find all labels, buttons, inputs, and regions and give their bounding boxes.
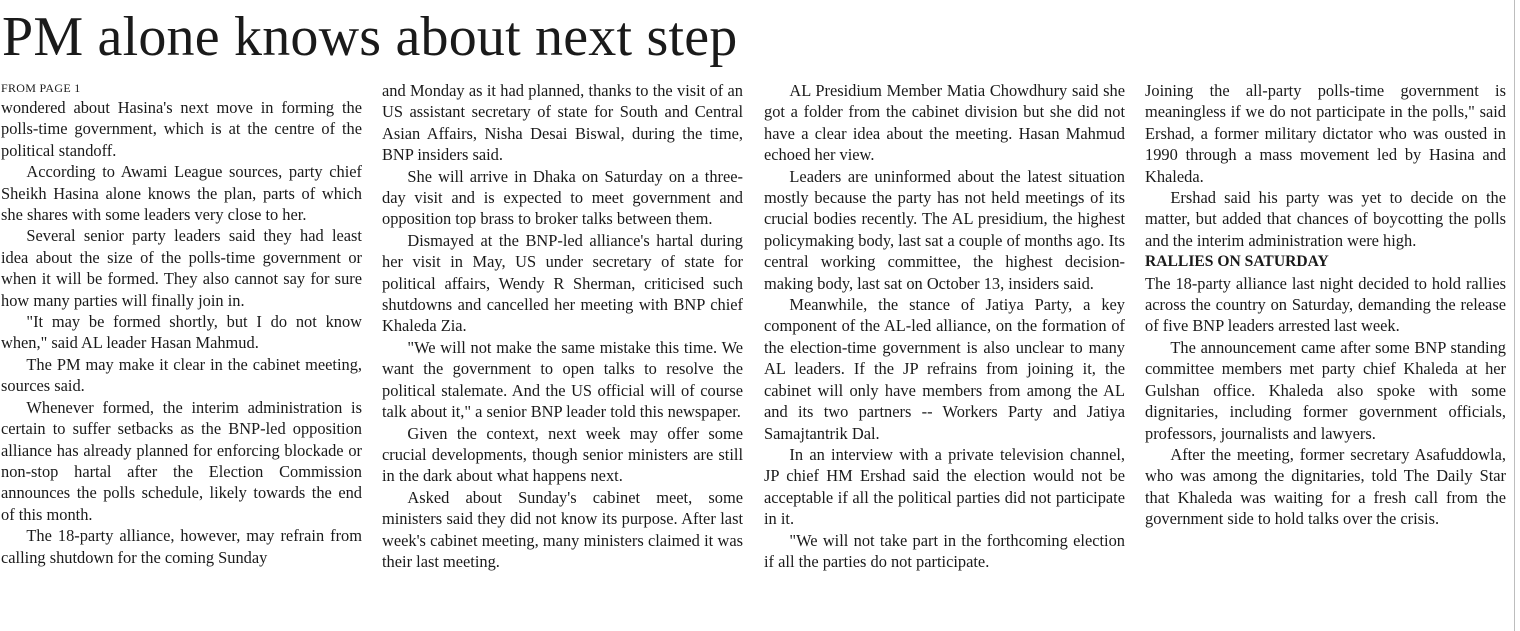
subheading: RALLIES ON SATURDAY (1145, 253, 1329, 271)
paragraph: The 18-party alliance, however, may refrain from calling shutdown for the coming Sunday (1, 526, 362, 567)
paragraph: Whenever formed, the interim administration is certain to suffer setbacks as the BNP-led opposition alliance has already planned for enforcing blockade or non-stop hartal after the Election Commission announces the polls schedule, likely towards the end of this month. (1, 397, 362, 524)
paragraph: AL Presidium Member Matia Chowdhury said she got a folder from the cabinet division but she did not have a clear idea about the meeting. Hasan Mahmud echoed her view. (764, 81, 1125, 165)
continuation-kicker: FROM PAGE 1 (1, 81, 81, 95)
paragraph: The announcement came after some BNP standing committee members met party chief Khaleda at her Gulshan office. Khaleda also spoke with some dignitaries, including former government officials, professors, journalists and lawyers. (1145, 337, 1506, 443)
column-2 (382, 80, 743, 572)
paragraph: After the meeting, former secretary Asafuddowla, who was among the dignitaries, told The Daily Star that Khaleda was waiting for a fresh call from the government side to hold talks over the crisis. (1145, 444, 1506, 529)
paragraph: and Monday as it had planned, thanks to the visit of an US assistant secretary of state for South and Central Asian Affairs, Nisha Desai Biswal, during the time, BNP insiders said. (382, 81, 743, 165)
paragraph: Ershad said his party was yet to decide on the matter, but added that chances of boycotting the polls and the interim administration were high. (1145, 188, 1506, 250)
paragraph: Asked about Sunday's cabinet meet, some ministers said they did not know its purpose. After last week's cabinet meeting, many ministers claimed it was their last meeting. (382, 487, 743, 571)
headline: PM alone knows about next step (2, 6, 738, 68)
column-1 (1, 80, 362, 568)
paragraph: Leaders are uninformed about the latest situation mostly because the party has not held meetings of its crucial bodies recently. The AL presidium, the highest policymaking body, last sat a couple of months ago. Its central working committee, the highest decision-making body, last sat on October 13, insiders said. (764, 166, 1125, 293)
paragraph: Meanwhile, the stance of Jatiya Party, a key component of the AL-led alliance, on the formation of the election-time government is also unclear to many AL leaders. If the JP refrains from joining it, the cabinet will only have members from among the AL and its two partners -- Workers Party and Jatiya Samajtantrik Dal. (764, 295, 1125, 443)
column-4 (1145, 80, 1506, 530)
paragraph: "We will not take part in the forthcoming election if all the parties do not participate. (764, 530, 1125, 571)
paragraph: Joining the all-party polls-time government is meaningless if we do not participate in the polls," said Ershad, a former military dictator who was ousted in 1990 through a mass movement led by Hasina and Khaleda. (1145, 81, 1506, 186)
page-edge-rule (1514, 0, 1515, 631)
paragraph: Given the context, next week may offer some crucial developments, though senior ministers are still in the dark about what happens next. (382, 423, 743, 486)
paragraph: wondered about Hasina's next move in forming the polls-time government, which is at the centre of the political standoff. (1, 98, 362, 160)
paragraph: In an interview with a private television channel, JP chief HM Ershad said the election would not be acceptable if all the political parties did not participate in it. (764, 444, 1125, 529)
paragraph: "It may be formed shortly, but I do not know when," said AL leader Hasan Mahmud. (1, 312, 362, 353)
paragraph: According to Awami League sources, party chief Sheikh Hasina alone knows the plan, parts of which she shares with some leaders very close to her. (1, 162, 362, 225)
column-3 (764, 80, 1125, 572)
paragraph: She will arrive in Dhaka on Saturday on a three-day visit and is expected to meet government and opposition top brass to broker talks between them. (382, 166, 743, 229)
paragraph: "We will not make the same mistake this time. We want the government to open talks to resolve the political stalemate. And the US official will of course talk about it," a senior BNP leader told this newspaper. (382, 337, 743, 422)
paragraph: The 18-party alliance last night decided to hold rallies across the country on Saturday, demanding the release of five BNP leaders arrested last week. (1145, 273, 1506, 336)
paragraph: Dismayed at the BNP-led alliance's hartal during her visit in May, US under secretary of state for political affairs, Wendy R Sherman, criticised such shutdowns and cancelled her meeting with BNP chief Khaleda Zia. (382, 230, 743, 336)
paragraph: The PM may make it clear in the cabinet meeting, sources said. (1, 354, 362, 396)
paragraph: Several senior party leaders said they had least idea about the size of the polls-time government or when it will be formed. They also cannot say for sure how many parties will finally join in. (1, 226, 362, 310)
